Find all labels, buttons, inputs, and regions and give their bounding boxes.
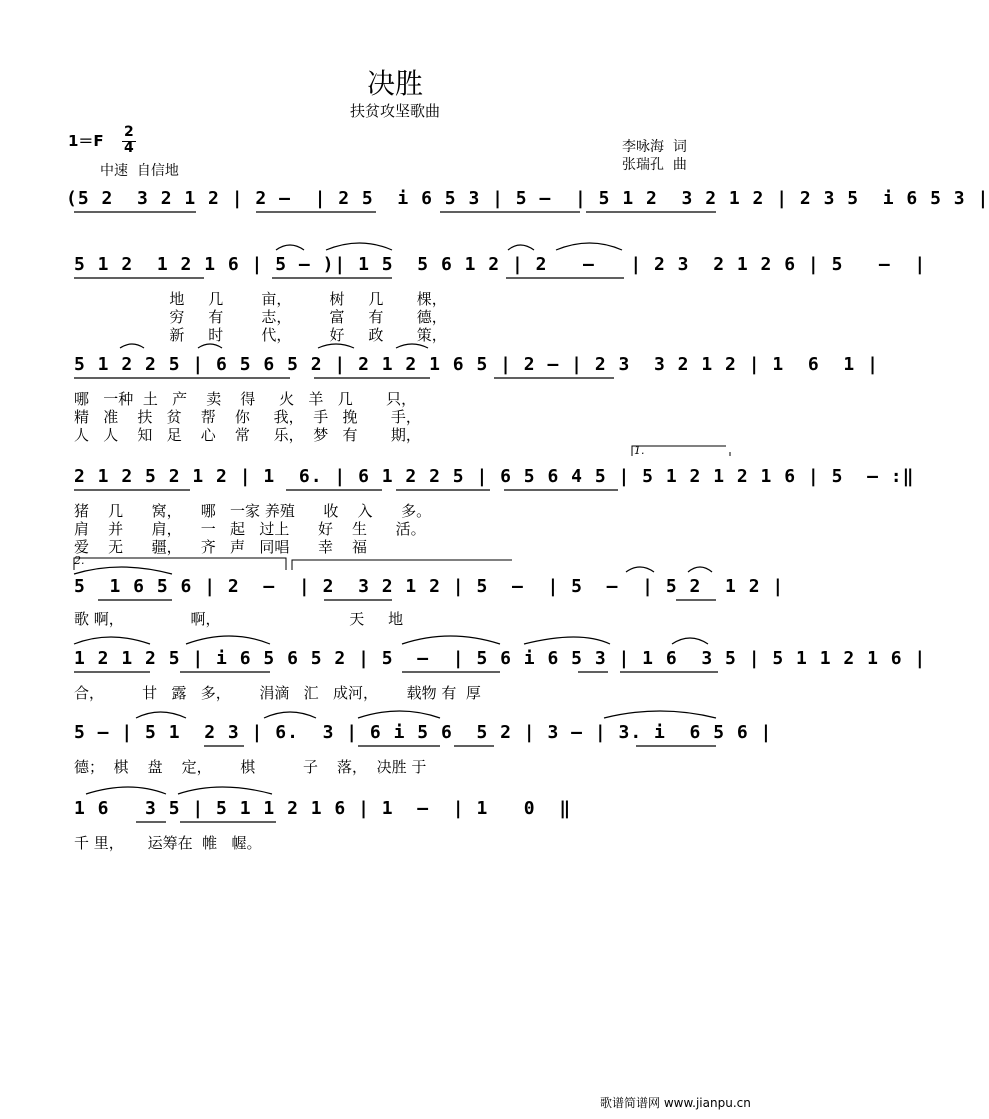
notation-row-1: (5 2 3 2 1 2 | 2 – | 2 5 i 6 5 3 | 5 – | 5 1 2 3 2 1 2 | 2 3 5 i 6 5 3 |	[66, 188, 989, 209]
tempo-marking: 中速 自信地	[100, 163, 179, 179]
lyric-row-3-verse-1: 哪 一种 土 产 卖 得 火 羊 几 只，	[74, 390, 417, 408]
lyric-row-7: 德； 棋 盘 定， 棋 子 落， 决胜 于	[74, 758, 427, 776]
lyric-row-4-verse-3: 爱 无 疆， 齐 声 同唱 幸 福	[74, 538, 368, 556]
lyric-row-8: 千 里， 运筹在 帷 幄。	[74, 834, 262, 852]
lyric-row-2-verse-3: 新 时 代， 好 政 策，	[74, 326, 447, 344]
notation-row-7: 5 – | 5 1 2 3 | 6. 3 | 6 i 5 6 5 2 | 3 – | 3. i 6 5 6 |	[74, 722, 773, 743]
lyric-row-4-verse-1: 猪 几 窝， 哪 一家 养殖 收 入 多。	[74, 502, 432, 520]
lyric-row-4-verse-2: 肩 并 肩， 一 起 过上 好 生 活。	[74, 520, 426, 538]
key-signature: 1＝F	[68, 132, 104, 150]
notation-row-6: 1 2 1 2 5 | i 6 5 6 5 2 | 5 – | 5 6 i 6 5 3 | 1 6 3 5 | 5 1 1 2 1 6 |	[74, 648, 927, 669]
page-subtitle: 扶贫攻坚歌曲	[349, 102, 440, 120]
notation-row-8: 1 6 3 5 | 5 1 1 2 1 6 | 1 – | 1 0 ‖	[74, 798, 572, 819]
lyricist: 李咏海 词	[622, 139, 687, 155]
volta-2-label: 2.	[74, 554, 85, 567]
lyric-row-3-verse-3: 人 人 知 足 心 常 乐， 梦 有 期，	[74, 426, 421, 444]
volta-1-label: 1.	[634, 444, 645, 457]
lyric-row-5: 歌 啊， 啊， 天 地	[74, 610, 404, 628]
notation-row-2: 5 1 2 1 2 1 6 | 5 – )| 1 5 5 6 1 2 | 2 – | 2 3 2 1 2 6 | 5 – |	[74, 254, 927, 275]
notation-row-5: 5 1 6 5 6 | 2 – | 2 3 2 1 2 | 5 – | 5 – | 5 2 1 2 |	[74, 576, 785, 597]
notation-row-4: 2 1 2 5 2 1 2 | 1 6. | 6 1 2 2 5 | 6 5 6 4 5 | 5 1 2 1 2 1 6 | 5 – :‖	[74, 466, 915, 487]
time-signature-bottom: 4	[124, 140, 134, 156]
lyric-row-6: 合， 甘 露 多， 涓滴 汇 成河， 载物 有 厚	[74, 684, 481, 702]
lyric-row-2-verse-1: 地 几 亩， 树 几 棵，	[74, 290, 447, 308]
notation-row-3: 5 1 2 2 5 | 6 5 6 5 2 | 2 1 2 1 6 5 | 2 – | 2 3 3 2 1 2 | 1 6 1 |	[74, 354, 879, 375]
page-title: 决胜	[366, 67, 423, 100]
time-signature-top: 2	[124, 124, 134, 140]
footer-watermark: 歌谱简谱网 www.jianpu.cn	[600, 1096, 751, 1110]
lyric-row-2-verse-2: 穷 有 志， 富 有 德，	[74, 308, 447, 326]
composer: 张瑞孔 曲	[622, 157, 687, 173]
lyric-row-3-verse-2: 精 准 扶 贫 帮 你 我， 手 挽 手，	[74, 408, 421, 426]
